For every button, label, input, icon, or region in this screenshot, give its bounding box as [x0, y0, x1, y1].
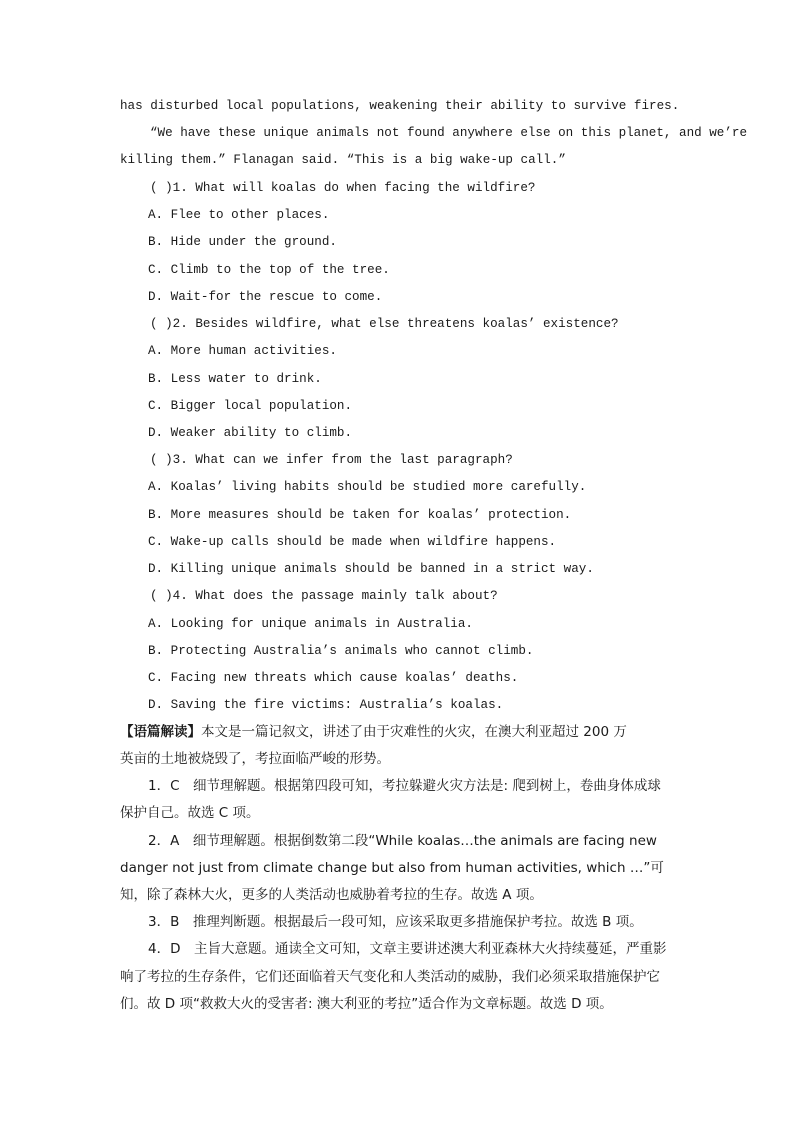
question-stem-1: ( )1. What will koalas do when facing the wildfire?: [150, 181, 536, 195]
option-3a: A. Koalas’ living habits should be studied more carefully.: [148, 480, 587, 494]
question-stem-2: ( )2. Besides wildfire, what else threatens koalas’ existence?: [150, 317, 619, 331]
answer-2: 2．A 细节理解题。根据倒数第二段“While koalas…the animals are facing new: [148, 833, 657, 849]
option-4b: B. Protecting Australia’s animals who cannot climb.: [148, 644, 534, 658]
passage-line: “We have these unique animals not found anywhere else on this planet, and we’re: [150, 126, 748, 140]
option-1d: D. Wait-for the rescue to come.: [148, 290, 383, 304]
option-1a: A. Flee to other places.: [148, 208, 330, 222]
question-stem-4: ( )4. What does the passage mainly talk about?: [150, 589, 498, 603]
passage-line: killing them.” Flanagan said. “This is a big wake-up call.”: [120, 153, 566, 167]
option-2d: D. Weaker ability to climb.: [148, 426, 353, 440]
option-2b: B. Less water to drink.: [148, 372, 322, 386]
option-1c: C. Climb to the top of the tree.: [148, 263, 390, 277]
question-stem-3: ( )3. What can we infer from the last paragraph?: [150, 453, 513, 467]
option-3b: B. More measures should be taken for koalas’ protection.: [148, 508, 572, 522]
analysis-intro-text: 本文是一篇记叙文，讲述了由于灾难性的火灾，在澳大利亚超过 200 万: [201, 724, 627, 740]
analysis-label: 【语篇解读】: [120, 724, 201, 740]
option-2c: C. Bigger local population.: [148, 399, 353, 413]
answer-4-cont: 响了考拉的生存条件，它们还面临着天气变化和人类活动的威胁，我们必须采取措施保护它: [120, 969, 660, 985]
answer-1-cont: 保护自己。故选 C 项。: [120, 805, 260, 821]
analysis-intro: [120, 724, 627, 740]
answer-2-cont: danger not just from climate change but also from human activities, which …”可: [120, 860, 664, 876]
option-4c: C. Facing new threats which cause koalas’ deaths.: [148, 671, 519, 685]
analysis-line: 英亩的土地被烧毁了，考拉面临严峻的形势。: [120, 751, 390, 767]
passage-line: has disturbed local populations, weakening their ability to survive fires.: [120, 99, 680, 113]
option-3c: C. Wake-up calls should be made when wildfire happens.: [148, 535, 557, 549]
answer-2-cont: 知，除了森林大火，更多的人类活动也威胁着考拉的生存。故选 A 项。: [120, 887, 543, 903]
answer-4: 4．D 主旨大意题。通读全文可知，文章主要讲述澳大利亚森林大火持续蔓延，严重影: [148, 941, 667, 957]
option-2a: A. More human activities.: [148, 344, 337, 358]
option-3d: D. Killing unique animals should be banned in a strict way.: [148, 562, 594, 576]
answer-4-cont: 们。故 D 项“救救大火的受害者: 澳大利亚的考拉”适合作为文章标题。故选 D 项。: [120, 996, 613, 1012]
option-4d: D. Saving the fire victims: Australia’s koalas.: [148, 698, 504, 712]
option-4a: A. Looking for unique animals in Australia.: [148, 617, 473, 631]
option-1b: B. Hide under the ground.: [148, 235, 337, 249]
answer-1: 1．C 细节理解题。根据第四段可知，考拉躲避火灾方法是: 爬到树上，卷曲身体成球: [148, 778, 661, 794]
answer-3: 3．B 推理判断题。根据最后一段可知，应该采取更多措施保护考拉。故选 B 项。: [148, 914, 643, 930]
